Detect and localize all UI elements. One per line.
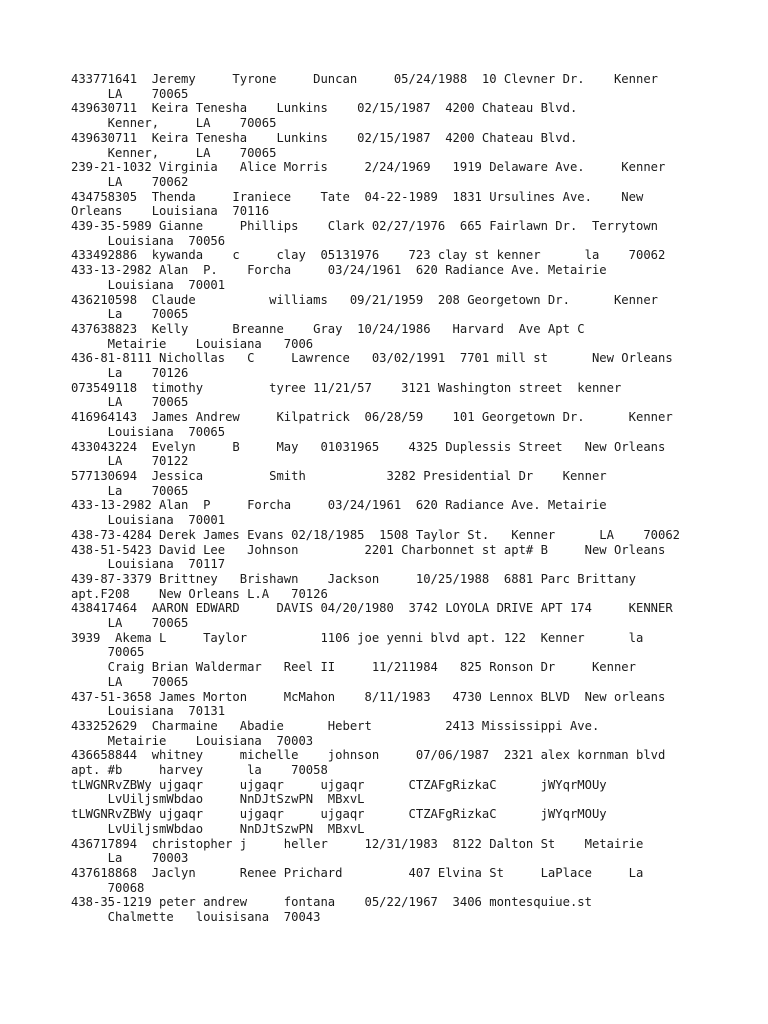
document-line: Chalmette louisisana 70043 bbox=[71, 910, 321, 925]
document-line: tLWGNRvZBWy ujgaqr ujgaqr ujgaqr CTZAFgRizkaC jWYqrMOUy bbox=[71, 777, 607, 792]
document-line: Metairie Louisiana 7006 bbox=[71, 336, 314, 351]
document-line: Kenner, LA 70065 bbox=[71, 145, 277, 160]
document-line: apt.F208 New Orleans L.A 70126 bbox=[71, 586, 328, 601]
document-line: La 70126 bbox=[71, 366, 189, 381]
document-line: 436210598 Claude williams 09/21/1959 208 Georgetown Dr. Kenner bbox=[71, 292, 658, 307]
document-line: 239-21-1032 Virginia Alice Morris 2/24/1969 1919 Delaware Ave. Kenner bbox=[71, 160, 666, 175]
document-line: Craig Brian Waldermar Reel II 11/211984 825 Ronson Dr Kenner bbox=[71, 660, 636, 675]
document-line: 438417464 AARON EDWARD DAVIS 04/20/1980 3742 LOYOLA DRIVE APT 174 KENNER bbox=[71, 601, 673, 616]
document-line: Metairie Louisiana 70003 bbox=[71, 733, 314, 748]
document-line: 434758305 Thenda Iraniece Tate 04-22-1989 1831 Ursulines Ave. New bbox=[71, 189, 644, 204]
record-listing bbox=[71, 72, 680, 925]
document-line: 437638823 Kelly Breanne Gray 10/24/1986 Harvard Ave Apt C bbox=[71, 321, 585, 336]
document-line: tLWGNRvZBWy ujgaqr ujgaqr ujgaqr CTZAFgRizkaC jWYqrMOUy bbox=[71, 807, 607, 822]
document-line: 437-51-3658 James Morton McMahon 8/11/1983 4730 Lennox BLVD New orleans bbox=[71, 689, 666, 704]
document-line: 433252629 Charmaine Abadie Hebert 2413 Mississippi Ave. bbox=[71, 718, 600, 733]
document-line: 3939 Akema L Taylor 1106 joe yenni blvd apt. 122 Kenner la bbox=[71, 630, 644, 645]
document-line: Louisiana 70001 bbox=[71, 513, 226, 528]
document-line: LA 70065 bbox=[71, 674, 189, 689]
document-line: 439-35-5989 Gianne Phillips Clark 02/27/1976 665 Fairlawn Dr. Terrytown bbox=[71, 219, 658, 234]
document-line: 433492886 kywanda c clay 05131976 723 clay st kenner la 70062 bbox=[71, 248, 666, 263]
document-line: 438-51-5423 David Lee Johnson 2201 Charbonnet st apt# B New Orleans bbox=[71, 542, 666, 557]
document-line: 433-13-2982 Alan P. Forcha 03/24/1961 620 Radiance Ave. Metairie bbox=[71, 263, 607, 278]
document-line: 70065 bbox=[71, 645, 145, 660]
document-line: 439630711 Keira Tenesha Lunkins 02/15/1987 4200 Chateau Blvd. bbox=[71, 130, 578, 145]
document-line: 437618868 Jaclyn Renee Prichard 407 Elvina St LaPlace La bbox=[71, 865, 644, 880]
document-line: La 70065 bbox=[71, 483, 189, 498]
document-line: 073549118 timothy tyree 11/21/57 3121 Washington street kenner bbox=[71, 380, 622, 395]
document-line: La 70065 bbox=[71, 307, 189, 322]
document-line: Louisiana 70056 bbox=[71, 233, 226, 248]
document-line: LA 70065 bbox=[71, 86, 189, 101]
document-line: Louisiana 70131 bbox=[71, 704, 226, 719]
document-line: 436-81-8111 Nichollas C Lawrence 03/02/1991 7701 mill st New Orleans bbox=[71, 351, 673, 366]
document-line: apt. #b harvey la 70058 bbox=[71, 763, 328, 778]
document-line: 433771641 Jeremy Tyrone Duncan 05/24/1988 10 Clevner Dr. Kenner bbox=[71, 72, 658, 86]
document-line: Kenner, LA 70065 bbox=[71, 116, 277, 131]
document-line: LA 70062 bbox=[71, 174, 189, 189]
document-line: Louisiana 70117 bbox=[71, 557, 226, 572]
document-line: 438-35-1219 peter andrew fontana 05/22/1967 3406 montesquiue.st bbox=[71, 895, 592, 910]
document-line: LA 70065 bbox=[71, 395, 189, 410]
document-line: 439630711 Keira Tenesha Lunkins 02/15/1987 4200 Chateau Blvd. bbox=[71, 101, 578, 116]
document-line: LA 70065 bbox=[71, 616, 189, 631]
document-line: Louisiana 70001 bbox=[71, 277, 226, 292]
document-line: LvUiljsmWbdao NnDJtSzwPN MBxvL bbox=[71, 792, 365, 807]
document-line: 438-73-4284 Derek James Evans 02/18/1985 1508 Taylor St. Kenner LA 70062 bbox=[71, 527, 681, 542]
document-line: 433-13-2982 Alan P Forcha 03/24/1961 620 Radiance Ave. Metairie bbox=[71, 498, 607, 513]
document-line: La 70003 bbox=[71, 851, 189, 866]
document-line: 436717894 christopher j heller 12/31/1983 8122 Dalton St Metairie bbox=[71, 836, 644, 851]
document-line: LvUiljsmWbdao NnDJtSzwPN MBxvL bbox=[71, 821, 365, 836]
document-line: LA 70122 bbox=[71, 454, 189, 469]
document-line: 433043224 Evelyn B May 01031965 4325 Duplessis Street New Orleans bbox=[71, 439, 666, 454]
document-line: 416964143 James Andrew Kilpatrick 06/28/59 101 Georgetown Dr. Kenner bbox=[71, 410, 673, 425]
document-line: 436658844 whitney michelle johnson 07/06/1987 2321 alex kornman blvd bbox=[71, 748, 666, 763]
document-line: Louisiana 70065 bbox=[71, 424, 226, 439]
document-line: Orleans Louisiana 70116 bbox=[71, 204, 270, 219]
document-line: 439-87-3379 Brittney Brishawn Jackson 10/25/1988 6881 Parc Brittany bbox=[71, 571, 636, 586]
document-line: 577130694 Jessica Smith 3282 Presidential Dr Kenner bbox=[71, 468, 607, 483]
document-line: 70068 bbox=[71, 880, 145, 895]
